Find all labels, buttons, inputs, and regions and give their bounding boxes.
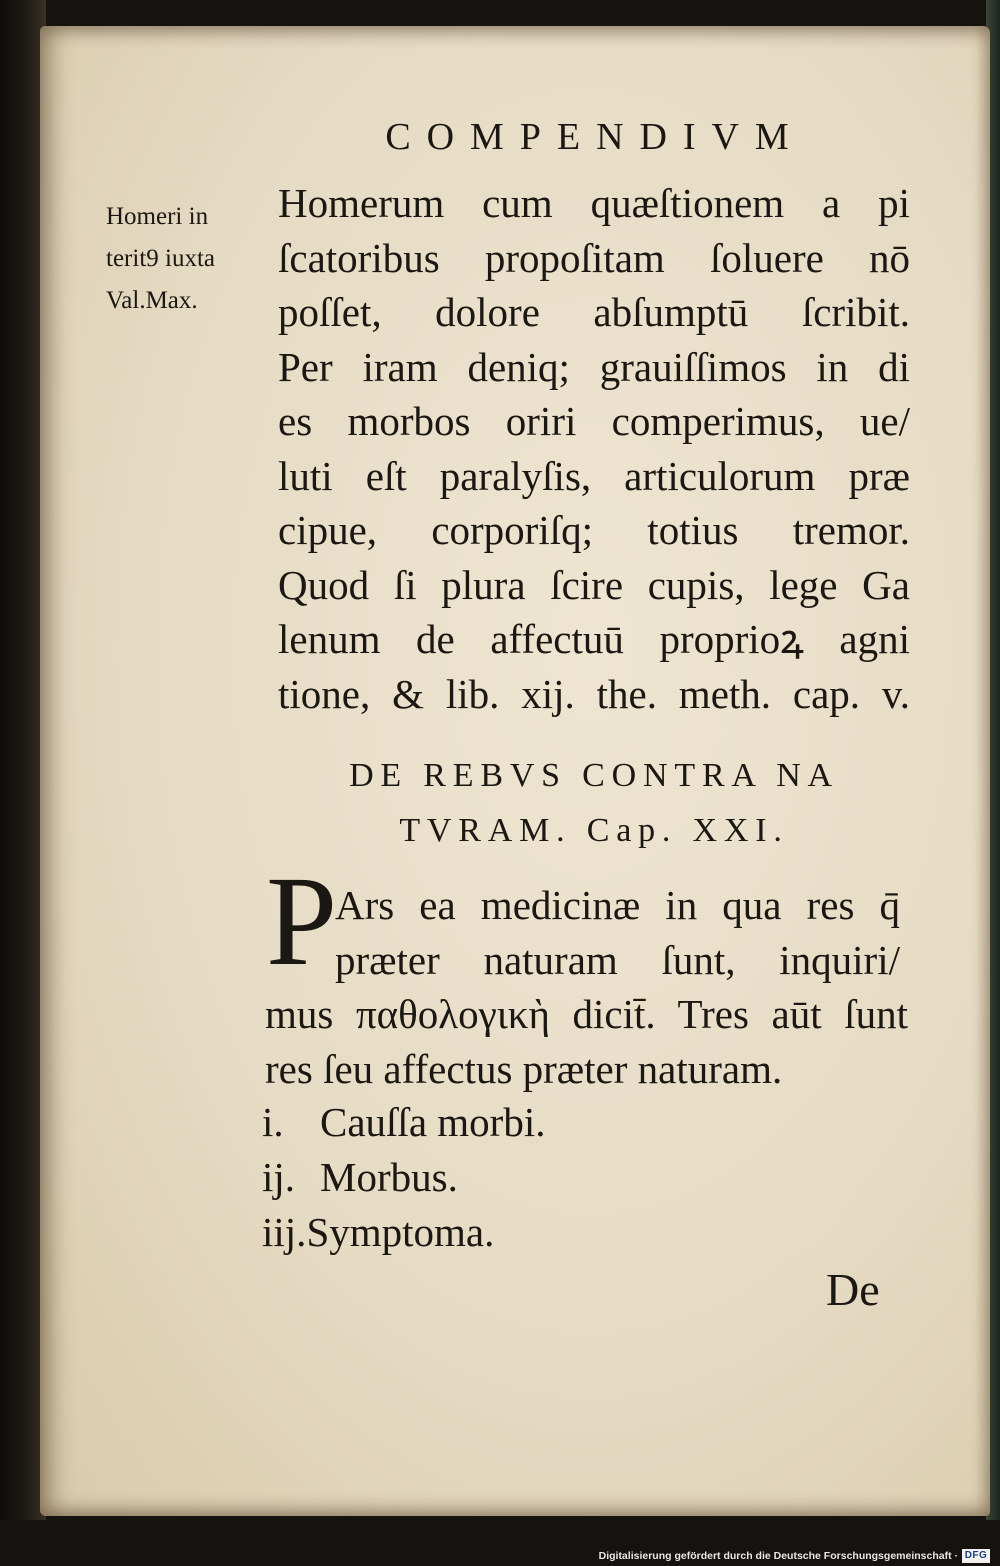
margin-note (106, 196, 276, 322)
text-line: Per iram deniq; grauiſſimos in di (278, 343, 910, 390)
text-line: præter naturam ſunt, inquiri/ (335, 936, 900, 983)
numbered-list (262, 1095, 862, 1260)
text-line: es morbos oriri comperimus, ue/ (278, 398, 910, 444)
text-line: cipue, corporiſq; totius tremor. (278, 507, 910, 553)
drop-cap: P (266, 850, 338, 992)
chapter-paragraph (265, 987, 908, 1096)
margin-note-line: Val.Max. (106, 287, 198, 314)
margin-note-line: terit9 iuxta (106, 245, 215, 272)
list-number: iij. (262, 1209, 307, 1255)
running-title: COMPENDIVM (385, 116, 805, 158)
list-number: i. (262, 1099, 284, 1145)
text-line: mus παθολογικὴ dicit̄. Tres aūt ſunt (265, 991, 908, 1037)
text-line: ſcatoribus propoſitam ſoluere nō (278, 234, 910, 281)
digitization-credit: Digitalisierung gefördert durch die Deutsche Forschungsgemeinschaft · (598, 1550, 958, 1562)
text-line: Ars ea medicinæ in qua res q̄ (335, 882, 900, 928)
text-line: Quod ſi plura ſcire cupis, lege Ga (278, 561, 910, 608)
text-line: res ſeu affectus præter naturam. (265, 1045, 783, 1092)
text-line: tione, & lib. xij. the. meth. cap. v. (278, 670, 910, 717)
list-text: Cauſſa morbi. (320, 1099, 546, 1145)
margin-note-line: Homeri in (106, 203, 209, 230)
text-line: Homerum cum quæſtionem a pi (278, 180, 910, 226)
dfg-logo: DFG (962, 1549, 990, 1563)
list-item (262, 1150, 862, 1205)
list-item (262, 1205, 862, 1260)
chapter-heading-line: DE REBVS CONTRA NA (349, 757, 839, 794)
text-line: luti eſt paralyſis, articulorum præ (278, 452, 910, 499)
chapter-paragraph-indented (335, 878, 900, 987)
catchword: De (826, 1264, 880, 1315)
chapter-heading-line: TVRAM. Cap. XXI. (399, 812, 789, 849)
body-text (278, 176, 910, 721)
list-text: Morbus. (320, 1154, 458, 1200)
list-item (262, 1095, 862, 1150)
chapter-heading (278, 748, 910, 858)
text-line: poſſet, dolore abſumptū ſcribit. (278, 289, 910, 335)
list-text: Symptoma. (306, 1209, 495, 1255)
text-line: lenum de affectuū proprioꝝ agni (278, 616, 910, 662)
list-number: ij. (262, 1154, 296, 1200)
